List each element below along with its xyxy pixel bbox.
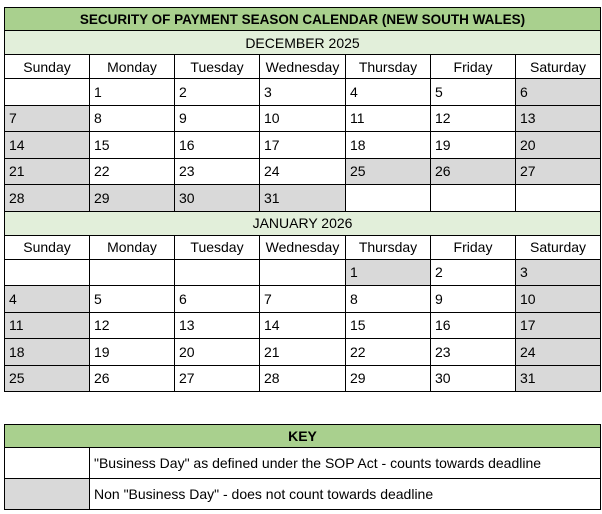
business-day-cell: 23 <box>175 158 260 185</box>
business-day-cell: 23 <box>431 339 516 366</box>
key-row-non-business-day <box>5 479 601 510</box>
business-day-cell: 12 <box>90 312 175 339</box>
business-day-cell: 7 <box>260 286 346 313</box>
weekday-header: Saturday <box>516 235 601 259</box>
non-business-day-cell: 17 <box>516 312 601 339</box>
business-day-cell: 4 <box>346 79 431 106</box>
non-business-day-cell: 4 <box>5 286 90 313</box>
weekday-header: Thursday <box>346 235 431 259</box>
non-business-day-cell: 24 <box>516 339 601 366</box>
business-day-cell: 15 <box>346 312 431 339</box>
business-day-cell: 1 <box>90 79 175 106</box>
non-business-day-cell: 13 <box>516 105 601 132</box>
non-business-day-swatch <box>5 479 90 510</box>
non-business-day-cell: 14 <box>5 132 90 159</box>
non-business-day-cell: 28 <box>5 185 90 212</box>
week-row <box>5 79 601 106</box>
empty-day-cell <box>516 185 601 212</box>
weekday-header: Monday <box>90 55 175 79</box>
weekday-header: Monday <box>90 235 175 259</box>
business-day-cell: 12 <box>431 105 516 132</box>
business-day-cell: 16 <box>431 312 516 339</box>
week-row <box>5 185 601 212</box>
calendar-title: SECURITY OF PAYMENT SEASON CALENDAR (NEW SOUTH WALES) <box>5 8 601 31</box>
non-business-day-cell: 25 <box>346 158 431 185</box>
business-day-cell: 9 <box>175 105 260 132</box>
business-day-cell: 11 <box>346 105 431 132</box>
business-day-cell: 8 <box>346 286 431 313</box>
business-day-cell: 5 <box>90 286 175 313</box>
non-business-day-label: Non "Business Day" - does not count towards deadline <box>90 479 601 510</box>
week-row <box>5 339 601 366</box>
business-day-cell: 9 <box>431 286 516 313</box>
weekday-header: Tuesday <box>175 235 260 259</box>
key-title: KEY <box>5 425 601 448</box>
business-day-cell: 30 <box>431 365 516 392</box>
non-business-day-cell: 10 <box>516 286 601 313</box>
weekday-header: Friday <box>431 235 516 259</box>
business-day-cell: 19 <box>90 339 175 366</box>
empty-day-cell <box>175 259 260 286</box>
empty-day-cell <box>5 79 90 106</box>
business-day-cell: 16 <box>175 132 260 159</box>
empty-day-cell <box>260 259 346 286</box>
business-day-swatch <box>5 448 90 479</box>
business-day-cell: 17 <box>260 132 346 159</box>
business-day-cell: 24 <box>260 158 346 185</box>
business-day-cell: 2 <box>431 259 516 286</box>
business-day-cell: 28 <box>260 365 346 392</box>
weekday-header: Wednesday <box>260 55 346 79</box>
non-business-day-cell: 3 <box>516 259 601 286</box>
empty-day-cell <box>431 185 516 212</box>
business-day-cell: 18 <box>346 132 431 159</box>
non-business-day-cell: 29 <box>90 185 175 212</box>
key-table <box>4 424 601 510</box>
week-row <box>5 105 601 132</box>
business-day-cell: 15 <box>90 132 175 159</box>
business-day-cell: 26 <box>90 365 175 392</box>
weekday-header: Wednesday <box>260 235 346 259</box>
business-day-cell: 27 <box>175 365 260 392</box>
week-row <box>5 158 601 185</box>
business-day-cell: 2 <box>175 79 260 106</box>
weekday-header: Sunday <box>5 235 90 259</box>
business-day-cell: 6 <box>175 286 260 313</box>
week-row <box>5 365 601 392</box>
key-row-business-day <box>5 448 601 479</box>
business-day-cell: 3 <box>260 79 346 106</box>
non-business-day-cell: 25 <box>5 365 90 392</box>
weekday-header: Tuesday <box>175 55 260 79</box>
empty-day-cell <box>90 259 175 286</box>
business-day-cell: 29 <box>346 365 431 392</box>
non-business-day-cell: 26 <box>431 158 516 185</box>
season-calendar <box>4 7 601 392</box>
business-day-cell: 20 <box>175 339 260 366</box>
business-day-cell: 22 <box>346 339 431 366</box>
business-day-cell: 22 <box>90 158 175 185</box>
weekday-header: Thursday <box>346 55 431 79</box>
non-business-day-cell: 18 <box>5 339 90 366</box>
non-business-day-cell: 30 <box>175 185 260 212</box>
weekday-header: Friday <box>431 55 516 79</box>
week-row <box>5 259 601 286</box>
business-day-cell: 21 <box>260 339 346 366</box>
week-row <box>5 312 601 339</box>
month-header: JANUARY 2026 <box>5 211 601 235</box>
weekday-header: Saturday <box>516 55 601 79</box>
week-row <box>5 132 601 159</box>
week-row <box>5 286 601 313</box>
weekday-header: Sunday <box>5 55 90 79</box>
non-business-day-cell: 11 <box>5 312 90 339</box>
business-day-cell: 19 <box>431 132 516 159</box>
non-business-day-cell: 20 <box>516 132 601 159</box>
non-business-day-cell: 7 <box>5 105 90 132</box>
empty-day-cell <box>5 259 90 286</box>
empty-day-cell <box>346 185 431 212</box>
non-business-day-cell: 6 <box>516 79 601 106</box>
business-day-label: "Business Day" as defined under the SOP Act - counts towards deadline <box>90 448 601 479</box>
business-day-cell: 10 <box>260 105 346 132</box>
non-business-day-cell: 31 <box>260 185 346 212</box>
business-day-cell: 14 <box>260 312 346 339</box>
business-day-cell: 8 <box>90 105 175 132</box>
business-day-cell: 13 <box>175 312 260 339</box>
month-header: DECEMBER 2025 <box>5 31 601 55</box>
non-business-day-cell: 31 <box>516 365 601 392</box>
non-business-day-cell: 21 <box>5 158 90 185</box>
business-day-cell: 5 <box>431 79 516 106</box>
non-business-day-cell: 1 <box>346 259 431 286</box>
non-business-day-cell: 27 <box>516 158 601 185</box>
